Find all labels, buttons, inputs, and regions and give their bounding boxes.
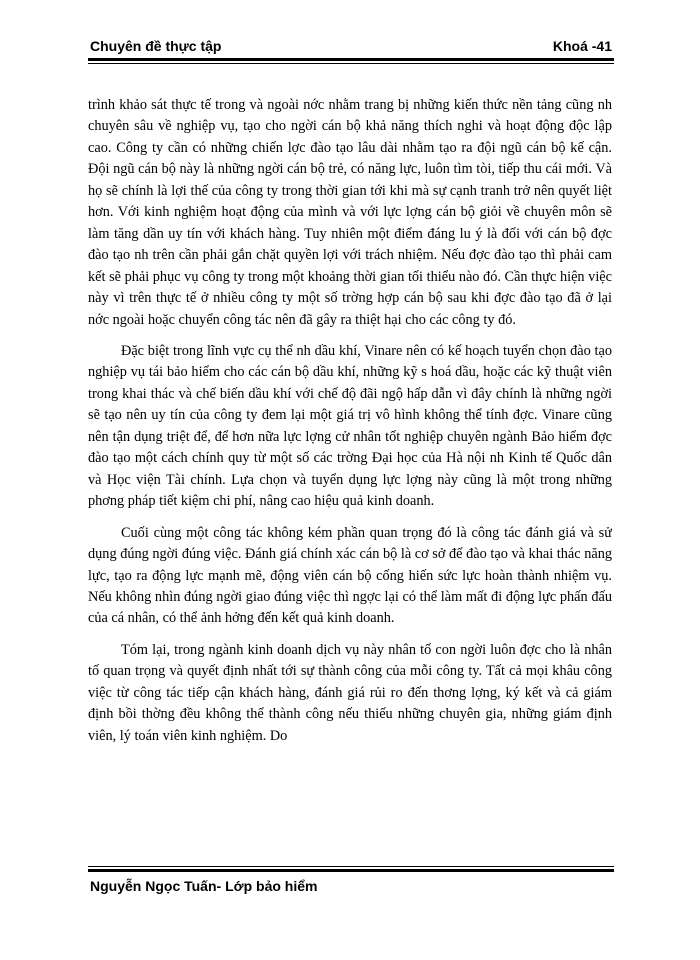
page-footer: Nguyễn Ngọc Tuấn- Lớp bảo hiểm [90, 878, 318, 894]
paragraph-3: Cuối cùng một công tác không kém phần quan trọng đó là công tác đánh giá và sử dụng đúng ngời đúng việc. Đánh giá chính xác cán bộ là cơ sở để đào tạo và khai thác năng lực, tạo ra động lực mạnh mẽ, động viên cán bộ cống hiến sức lực hoàn thành nhiệm vụ. Nếu không nhìn đúng ngời giao đúng việc thì ngợc lại có thể làm mất đi động lực phấn đấu của cá nhân, có thể ảnh hởng đến kết quả kinh doanh. [88, 524, 612, 627]
header-divider [88, 58, 614, 64]
paragraph-1: trình khảo sát thực tế trong và ngoài nớc nhằm trang bị những kiến thức nền tảng cũng nh chuyên sâu về nghiệp vụ, tạo cho ngời cán bộ khả năng thích nghi và hoạt động độc lập cao. Công ty cần có những chiến lợc đào tạo lâu dài nhằm tạo ra đội ngũ cán bộ kế cận. Đội ngũ cán bộ này là những ngời cán bộ trẻ, có năng lực, luôn tìm tòi, tiếp thu cái mới. Và họ sẽ chính là lợi thế của công ty trong thời gian tới khi mà sự cạnh tranh trở nên quyết liệt hơn. Với kinh nghiệm hoạt động của mình và với lực lợng cán bộ giỏi về chuyên môn sẽ làm tăng dần uy tín với khách hàng. Tuy nhiên một điểm đáng lu ý là đối với cán bộ đợc đào tạo nh trên cần phải gắn chặt quyền lợi với trách nhiệm. Nếu đợc đào tạo thì phải cam kết sẽ phải phục vụ công ty trong một khoảng thời gian tối thiểu nào đó. Cần thực hiện việc này vì trên thực tế ở nhiều công ty một số trờng hợp cán bộ sau khi đợc đào tạo đã ở lại nớc ngoài hoặc chuyển công tác nên đã gây ra thiệt hại cho các công ty đó. [88, 97, 612, 328]
footer-divider [88, 866, 614, 872]
paragraph-2: Đặc biệt trong lĩnh vực cụ thể nh dầu khí, Vinare nên có kế hoạch tuyển chọn đào tạo nghiệp vụ tái bảo hiểm cho các cán bộ dầu khí, những kỹ s hoá dầu, hoặc các kỹ thuật viên trong khai thác và chế biến dầu khí với chế độ đãi ngộ hấp dẫn vì đây chính là những ngời sẽ tạo nên uy tín của công ty đem lại một giá trị vô hình không thể tính đợc. Vinare cũng nên tận dụng triệt để, để hơn nữa lực lợng cử nhân tốt nghiệp chuyên ngành Bảo hiểm đợc đào tạo một cách chính quy từ một số các trờng Đại học của Hà nội nh Kinh tế Quốc dân và Học viện Tài chính. Lựa chọn và tuyển dụng lực lợng này cũng là một trong những phơng pháp tiết kiệm chi phí, nâng cao hiệu quả kinh doanh. [88, 342, 612, 510]
header-course: Khoá -41 [552, 38, 612, 54]
paragraph-4: Tóm lại, trong ngành kinh doanh dịch vụ này nhân tố con ngời luôn đợc cho là nhân tố quan trọng và quyết định nhất tới sự thành công của mỗi công ty. Tất cả mọi khâu công việc từ công tác tiếp cận khách hàng, đánh giá rủi ro đến thơng lợng, ký kết và cả giám định bồi thờng đều không thể thành công nếu thiếu những chuyên gia, những giám định viên, lý toán viên kinh nghiệm. Do [88, 641, 612, 744]
page-header [90, 34, 612, 54]
body-text [88, 95, 612, 857]
header-title: Chuyên đề thực tập [90, 38, 222, 54]
